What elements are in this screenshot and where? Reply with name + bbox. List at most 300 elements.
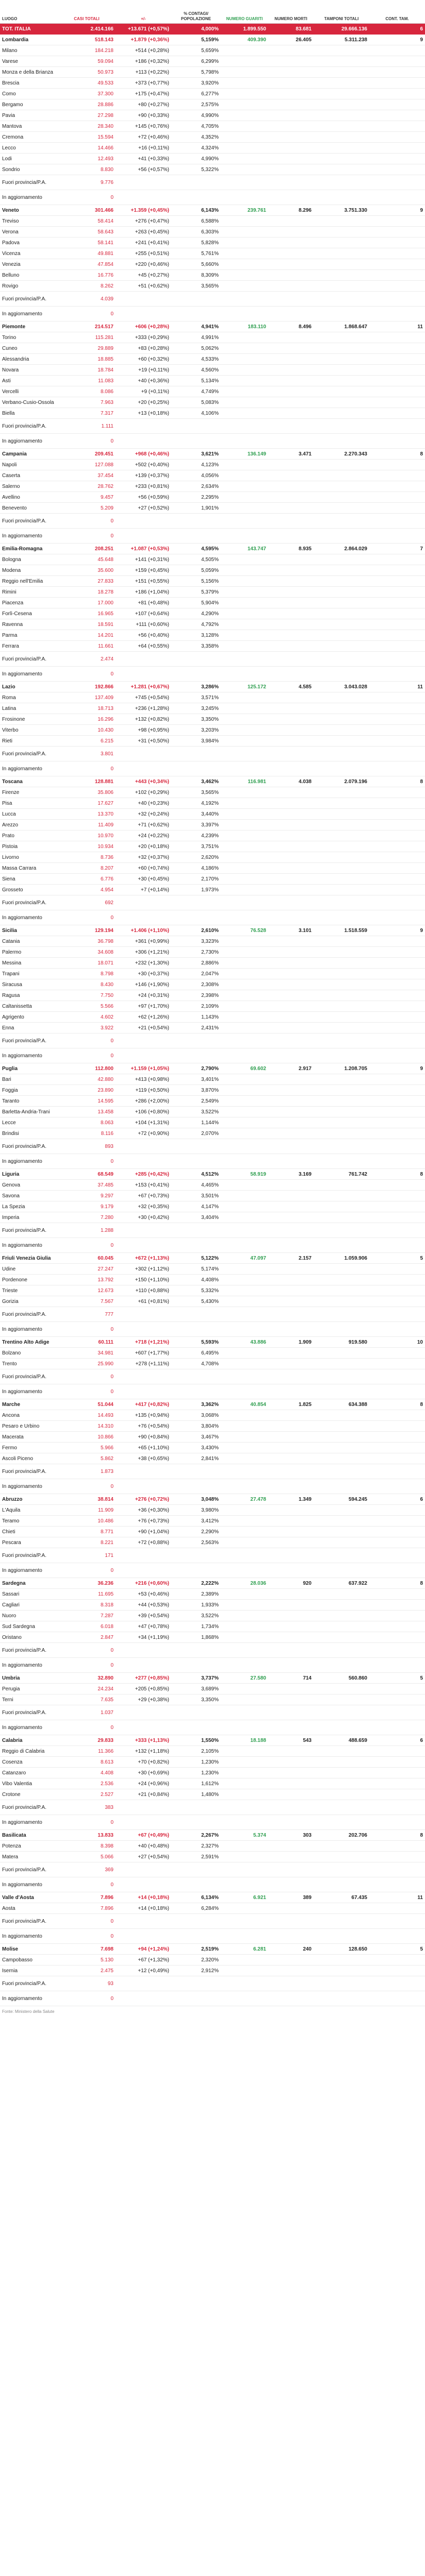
- empty-cell: [314, 503, 369, 514]
- empty-cell: [369, 1479, 425, 1494]
- province-percent: 4,990%: [171, 154, 221, 164]
- province-delta: +333 (+0,29%): [116, 332, 171, 343]
- empty-cell: [369, 1516, 425, 1527]
- out-of-province-label: Fuori provincia/P.A.: [0, 1139, 58, 1154]
- province-percent: 5,322%: [171, 164, 221, 175]
- updating-row: [0, 307, 425, 321]
- province-percent: 8,309%: [171, 270, 221, 281]
- empty-cell: [268, 292, 314, 307]
- empty-cell: [221, 787, 268, 798]
- updating-cases: 0: [58, 1720, 116, 1735]
- province-percent: 5,761%: [171, 248, 221, 259]
- empty-cell: [116, 652, 171, 667]
- province-name: Pescara: [0, 1537, 58, 1548]
- province-name: Biella: [0, 408, 58, 419]
- empty-cell: [314, 1643, 369, 1658]
- empty-cell: [314, 154, 369, 164]
- province-row: [0, 216, 425, 227]
- updating-label: In aggiornamento: [0, 910, 58, 925]
- province-row: [0, 1965, 425, 1976]
- province-percent: 5,174%: [171, 1264, 221, 1275]
- empty-cell: [314, 143, 369, 154]
- empty-cell: [268, 56, 314, 67]
- province-cases: 3.922: [58, 1023, 116, 1033]
- empty-cell: [221, 936, 268, 947]
- province-cases: 8.207: [58, 863, 116, 874]
- region-healed: 183.110: [221, 321, 268, 332]
- province-cases: 18.713: [58, 703, 116, 714]
- province-cases: 11.366: [58, 1746, 116, 1757]
- empty-cell: [221, 1223, 268, 1238]
- empty-cell: [314, 1107, 369, 1117]
- empty-cell: [221, 667, 268, 682]
- region-delta: +417 (+0,82%): [116, 1399, 171, 1410]
- province-row: [0, 408, 425, 419]
- province-name: Grosseto: [0, 885, 58, 895]
- region-cases: 301.466: [58, 205, 116, 216]
- empty-cell: [314, 470, 369, 481]
- province-percent: 2,620%: [171, 852, 221, 863]
- region-percent: 5,593%: [171, 1337, 221, 1348]
- region-percent: 2,790%: [171, 1063, 221, 1074]
- empty-cell: [314, 1505, 369, 1516]
- empty-cell: [268, 1976, 314, 1991]
- province-cases: 8.262: [58, 281, 116, 292]
- empty-cell: [221, 1096, 268, 1107]
- out-of-province-label: Fuori provincia/P.A.: [0, 175, 58, 190]
- empty-cell: [221, 503, 268, 514]
- empty-cell: [314, 1516, 369, 1527]
- province-percent: 4,560%: [171, 365, 221, 376]
- province-row: [0, 164, 425, 175]
- region-last: 8: [369, 776, 425, 787]
- province-name: Varese: [0, 56, 58, 67]
- empty-cell: [268, 1432, 314, 1443]
- empty-cell: [314, 1264, 369, 1275]
- empty-cell: [221, 1275, 268, 1285]
- province-delta: +72 (+0,88%): [116, 1537, 171, 1548]
- empty-cell: [369, 787, 425, 798]
- empty-cell: [221, 1852, 268, 1862]
- province-cases: 24.234: [58, 1684, 116, 1694]
- empty-cell: [314, 947, 369, 958]
- empty-cell: [314, 1096, 369, 1107]
- province-delta: +24 (+0,31%): [116, 990, 171, 1001]
- region-delta: +277 (+0,85%): [116, 1673, 171, 1684]
- province-row: [0, 630, 425, 641]
- empty-cell: [314, 460, 369, 470]
- province-percent: 3,203%: [171, 725, 221, 736]
- empty-cell: [314, 514, 369, 529]
- empty-cell: [369, 89, 425, 99]
- total-name: TOT. ITALIA: [0, 24, 58, 35]
- province-row: [0, 78, 425, 89]
- province-cases: 18.278: [58, 587, 116, 598]
- empty-cell: [268, 820, 314, 831]
- province-name: Siena: [0, 874, 58, 885]
- region-row: [0, 1944, 425, 1955]
- province-cases: 14.595: [58, 1096, 116, 1107]
- province-row: [0, 1537, 425, 1548]
- province-delta: +139 (+0,37%): [116, 470, 171, 481]
- empty-cell: [268, 936, 314, 947]
- empty-cell: [268, 1307, 314, 1322]
- out-of-province-cases: 0: [58, 1643, 116, 1658]
- empty-cell: [116, 1238, 171, 1253]
- province-delta: +413 (+0,98%): [116, 1074, 171, 1085]
- province-row: [0, 979, 425, 990]
- out-of-province-row: [0, 1033, 425, 1048]
- empty-cell: [314, 270, 369, 281]
- region-name: Trentino Alto Adige: [0, 1337, 58, 1348]
- empty-cell: [314, 1275, 369, 1285]
- province-name: Siracusa: [0, 979, 58, 990]
- province-cases: 8.830: [58, 164, 116, 175]
- region-row: [0, 205, 425, 216]
- province-cases: 4.954: [58, 885, 116, 895]
- empty-cell: [268, 619, 314, 630]
- empty-cell: [116, 307, 171, 321]
- province-percent: 5,660%: [171, 259, 221, 270]
- region-cases: 518.143: [58, 35, 116, 45]
- province-delta: +9 (+0,11%): [116, 386, 171, 397]
- empty-cell: [314, 831, 369, 841]
- region-row: [0, 682, 425, 692]
- empty-cell: [268, 376, 314, 386]
- empty-cell: [221, 1505, 268, 1516]
- empty-cell: [268, 1296, 314, 1307]
- region-cases: 214.517: [58, 321, 116, 332]
- empty-cell: [221, 979, 268, 990]
- province-row: [0, 1443, 425, 1453]
- region-deaths: 543: [268, 1735, 314, 1746]
- empty-cell: [314, 1720, 369, 1735]
- province-delta: +21 (+0,84%): [116, 1789, 171, 1800]
- empty-cell: [221, 1789, 268, 1800]
- empty-cell: [221, 1048, 268, 1063]
- province-percent: 3,467%: [171, 1432, 221, 1443]
- province-percent: 2,634%: [171, 481, 221, 492]
- empty-cell: [221, 565, 268, 576]
- region-name: Emilia-Romagna: [0, 544, 58, 554]
- region-delta: +216 (+0,60%): [116, 1578, 171, 1589]
- empty-cell: [171, 761, 221, 776]
- empty-cell: [268, 1012, 314, 1023]
- province-percent: 6,495%: [171, 1348, 221, 1359]
- region-delta: +1.281 (+0,67%): [116, 682, 171, 692]
- empty-cell: [268, 1705, 314, 1720]
- empty-cell: [314, 910, 369, 925]
- empty-cell: [369, 1548, 425, 1563]
- region-delta: +443 (+0,34%): [116, 776, 171, 787]
- empty-cell: [369, 460, 425, 470]
- empty-cell: [268, 270, 314, 281]
- province-row: [0, 1746, 425, 1757]
- out-of-province-row: [0, 1976, 425, 1991]
- province-name: Reggio di Calabria: [0, 1746, 58, 1757]
- empty-cell: [314, 554, 369, 565]
- empty-cell: [369, 292, 425, 307]
- province-percent: 2,070%: [171, 1128, 221, 1139]
- empty-cell: [221, 175, 268, 190]
- region-deaths: 8.296: [268, 205, 314, 216]
- empty-cell: [314, 1800, 369, 1815]
- empty-cell: [221, 747, 268, 761]
- province-delta: +51 (+0,62%): [116, 281, 171, 292]
- province-percent: 1,901%: [171, 503, 221, 514]
- province-percent: 4,192%: [171, 798, 221, 809]
- province-delta: +62 (+1,26%): [116, 1012, 171, 1023]
- province-delta: +27 (+0,54%): [116, 1852, 171, 1862]
- region-name: Veneto: [0, 205, 58, 216]
- region-cases: 7.896: [58, 1892, 116, 1903]
- region-deaths: 8.935: [268, 544, 314, 554]
- province-row: [0, 565, 425, 576]
- province-delta: +44 (+0,53%): [116, 1600, 171, 1611]
- empty-cell: [221, 761, 268, 776]
- province-name: Caltanissetta: [0, 1001, 58, 1012]
- out-of-province-row: [0, 1914, 425, 1929]
- province-delta: +67 (+1,32%): [116, 1955, 171, 1965]
- region-healed: 125.172: [221, 682, 268, 692]
- province-delta: +20 (+0,25%): [116, 397, 171, 408]
- empty-cell: [171, 667, 221, 682]
- region-delta: +94 (+1,24%): [116, 1944, 171, 1955]
- region-tests: 761.742: [314, 1169, 369, 1180]
- empty-cell: [221, 419, 268, 434]
- empty-cell: [171, 1033, 221, 1048]
- region-healed: 76.528: [221, 925, 268, 936]
- region-deaths: 2.157: [268, 1253, 314, 1264]
- region-row: [0, 449, 425, 460]
- empty-cell: [221, 281, 268, 292]
- empty-cell: [171, 1223, 221, 1238]
- empty-cell: [171, 652, 221, 667]
- province-cases: 4.602: [58, 1012, 116, 1023]
- empty-cell: [268, 1800, 314, 1815]
- empty-cell: [369, 852, 425, 863]
- province-cases: 5.209: [58, 503, 116, 514]
- region-percent: 3,621%: [171, 449, 221, 460]
- province-cases: 58.414: [58, 216, 116, 227]
- empty-cell: [314, 692, 369, 703]
- empty-cell: [314, 481, 369, 492]
- region-percent: 2,610%: [171, 925, 221, 936]
- empty-cell: [369, 238, 425, 248]
- empty-cell: [314, 703, 369, 714]
- province-percent: 3,068%: [171, 1410, 221, 1421]
- empty-cell: [221, 554, 268, 565]
- region-delta: +672 (+1,13%): [116, 1253, 171, 1264]
- province-row: [0, 376, 425, 386]
- empty-cell: [221, 292, 268, 307]
- province-name: Caserta: [0, 470, 58, 481]
- region-deaths: 303: [268, 1830, 314, 1841]
- updating-cases: 0: [58, 761, 116, 776]
- province-row: [0, 270, 425, 281]
- updating-label: In aggiornamento: [0, 190, 58, 205]
- province-cases: 5.862: [58, 1453, 116, 1464]
- province-row: [0, 947, 425, 958]
- updating-label: In aggiornamento: [0, 1877, 58, 1892]
- empty-cell: [268, 1369, 314, 1384]
- province-percent: 4,324%: [171, 143, 221, 154]
- empty-cell: [369, 99, 425, 110]
- province-percent: 1,868%: [171, 1632, 221, 1643]
- province-delta: +45 (+0,27%): [116, 270, 171, 281]
- province-cases: 8.398: [58, 1841, 116, 1852]
- empty-cell: [268, 1658, 314, 1673]
- province-percent: 4,505%: [171, 554, 221, 565]
- empty-cell: [369, 1778, 425, 1789]
- out-of-province-cases: 0: [58, 514, 116, 529]
- province-delta: +40 (+0,48%): [116, 1841, 171, 1852]
- province-delta: +30 (+0,37%): [116, 969, 171, 979]
- empty-cell: [314, 1841, 369, 1852]
- region-row: [0, 1673, 425, 1684]
- empty-cell: [314, 979, 369, 990]
- province-cases: 9.297: [58, 1191, 116, 1201]
- empty-cell: [268, 470, 314, 481]
- empty-cell: [369, 1929, 425, 1944]
- empty-cell: [314, 725, 369, 736]
- province-row: [0, 154, 425, 164]
- empty-cell: [268, 1154, 314, 1169]
- province-row: [0, 1421, 425, 1432]
- empty-cell: [314, 1285, 369, 1296]
- empty-cell: [116, 1877, 171, 1892]
- province-name: Foggia: [0, 1085, 58, 1096]
- province-cases: 13.792: [58, 1275, 116, 1285]
- region-row: [0, 1735, 425, 1746]
- region-cases: 51.044: [58, 1399, 116, 1410]
- empty-cell: [221, 1611, 268, 1621]
- province-name: Roma: [0, 692, 58, 703]
- province-name: Fermo: [0, 1443, 58, 1453]
- province-name: Terni: [0, 1694, 58, 1705]
- empty-cell: [268, 714, 314, 725]
- empty-cell: [369, 419, 425, 434]
- region-tests: 919.580: [314, 1337, 369, 1348]
- province-percent: 3,358%: [171, 641, 221, 652]
- empty-cell: [369, 1852, 425, 1862]
- province-delta: +38 (+0,65%): [116, 1453, 171, 1464]
- province-name: Isernia: [0, 1965, 58, 1976]
- region-last: 11: [369, 1892, 425, 1903]
- empty-cell: [369, 641, 425, 652]
- empty-cell: [116, 1307, 171, 1322]
- empty-cell: [221, 154, 268, 164]
- empty-cell: [221, 703, 268, 714]
- empty-cell: [369, 1443, 425, 1453]
- province-delta: +241 (+0,41%): [116, 238, 171, 248]
- empty-cell: [221, 227, 268, 238]
- empty-cell: [369, 714, 425, 725]
- province-row: [0, 227, 425, 238]
- out-of-province-cases: 0: [58, 1369, 116, 1384]
- province-row: [0, 1085, 425, 1096]
- updating-cases: 0: [58, 1479, 116, 1494]
- province-row: [0, 1074, 425, 1085]
- province-percent: 6,277%: [171, 89, 221, 99]
- province-name: Ancona: [0, 1410, 58, 1421]
- province-name: Trapani: [0, 969, 58, 979]
- total-deaths: 83.681: [268, 24, 314, 35]
- region-delta: +1.159 (+1,05%): [116, 1063, 171, 1074]
- region-last: 9: [369, 35, 425, 45]
- empty-cell: [369, 1800, 425, 1815]
- empty-cell: [268, 1643, 314, 1658]
- empty-cell: [314, 652, 369, 667]
- province-row: [0, 1348, 425, 1359]
- empty-cell: [314, 736, 369, 747]
- region-deaths: 714: [268, 1673, 314, 1684]
- province-percent: 4,147%: [171, 1201, 221, 1212]
- province-percent: 5,659%: [171, 45, 221, 56]
- empty-cell: [221, 852, 268, 863]
- province-row: [0, 598, 425, 608]
- empty-cell: [369, 761, 425, 776]
- region-name: Valle d'Aosta: [0, 1892, 58, 1903]
- empty-cell: [314, 164, 369, 175]
- province-row: [0, 1275, 425, 1285]
- province-row: [0, 692, 425, 703]
- region-healed: 143.747: [221, 544, 268, 554]
- province-percent: 5,379%: [171, 587, 221, 598]
- updating-row: [0, 529, 425, 544]
- empty-cell: [268, 1877, 314, 1892]
- province-row: [0, 332, 425, 343]
- province-cases: 14.466: [58, 143, 116, 154]
- empty-cell: [369, 1720, 425, 1735]
- province-row: [0, 1285, 425, 1296]
- region-last: 7: [369, 544, 425, 554]
- province-percent: 4,990%: [171, 110, 221, 121]
- province-delta: +61 (+0,81%): [116, 1296, 171, 1307]
- col-header-delta: +/-: [116, 0, 171, 24]
- province-cases: 8.771: [58, 1527, 116, 1537]
- region-deaths: 2.917: [268, 1063, 314, 1074]
- empty-cell: [369, 343, 425, 354]
- province-percent: 3,522%: [171, 1611, 221, 1621]
- out-of-province-cases: 9.776: [58, 175, 116, 190]
- region-tests: 634.388: [314, 1399, 369, 1410]
- out-of-province-label: Fuori provincia/P.A.: [0, 419, 58, 434]
- empty-cell: [221, 1976, 268, 1991]
- province-percent: 3,412%: [171, 1516, 221, 1527]
- province-name: Livorno: [0, 852, 58, 863]
- empty-cell: [116, 1369, 171, 1384]
- province-row: [0, 56, 425, 67]
- empty-cell: [369, 841, 425, 852]
- empty-cell: [369, 470, 425, 481]
- empty-cell: [268, 238, 314, 248]
- empty-cell: [116, 1643, 171, 1658]
- region-cases: 208.251: [58, 544, 116, 554]
- province-percent: 5,134%: [171, 376, 221, 386]
- province-percent: 6,299%: [171, 56, 221, 67]
- region-percent: 4,595%: [171, 544, 221, 554]
- province-cases: 2.847: [58, 1632, 116, 1643]
- empty-cell: [369, 386, 425, 397]
- empty-cell: [221, 1632, 268, 1643]
- empty-cell: [268, 1048, 314, 1063]
- empty-cell: [268, 576, 314, 587]
- province-percent: 2,549%: [171, 1096, 221, 1107]
- empty-cell: [268, 1322, 314, 1337]
- province-name: Belluno: [0, 270, 58, 281]
- empty-cell: [221, 1201, 268, 1212]
